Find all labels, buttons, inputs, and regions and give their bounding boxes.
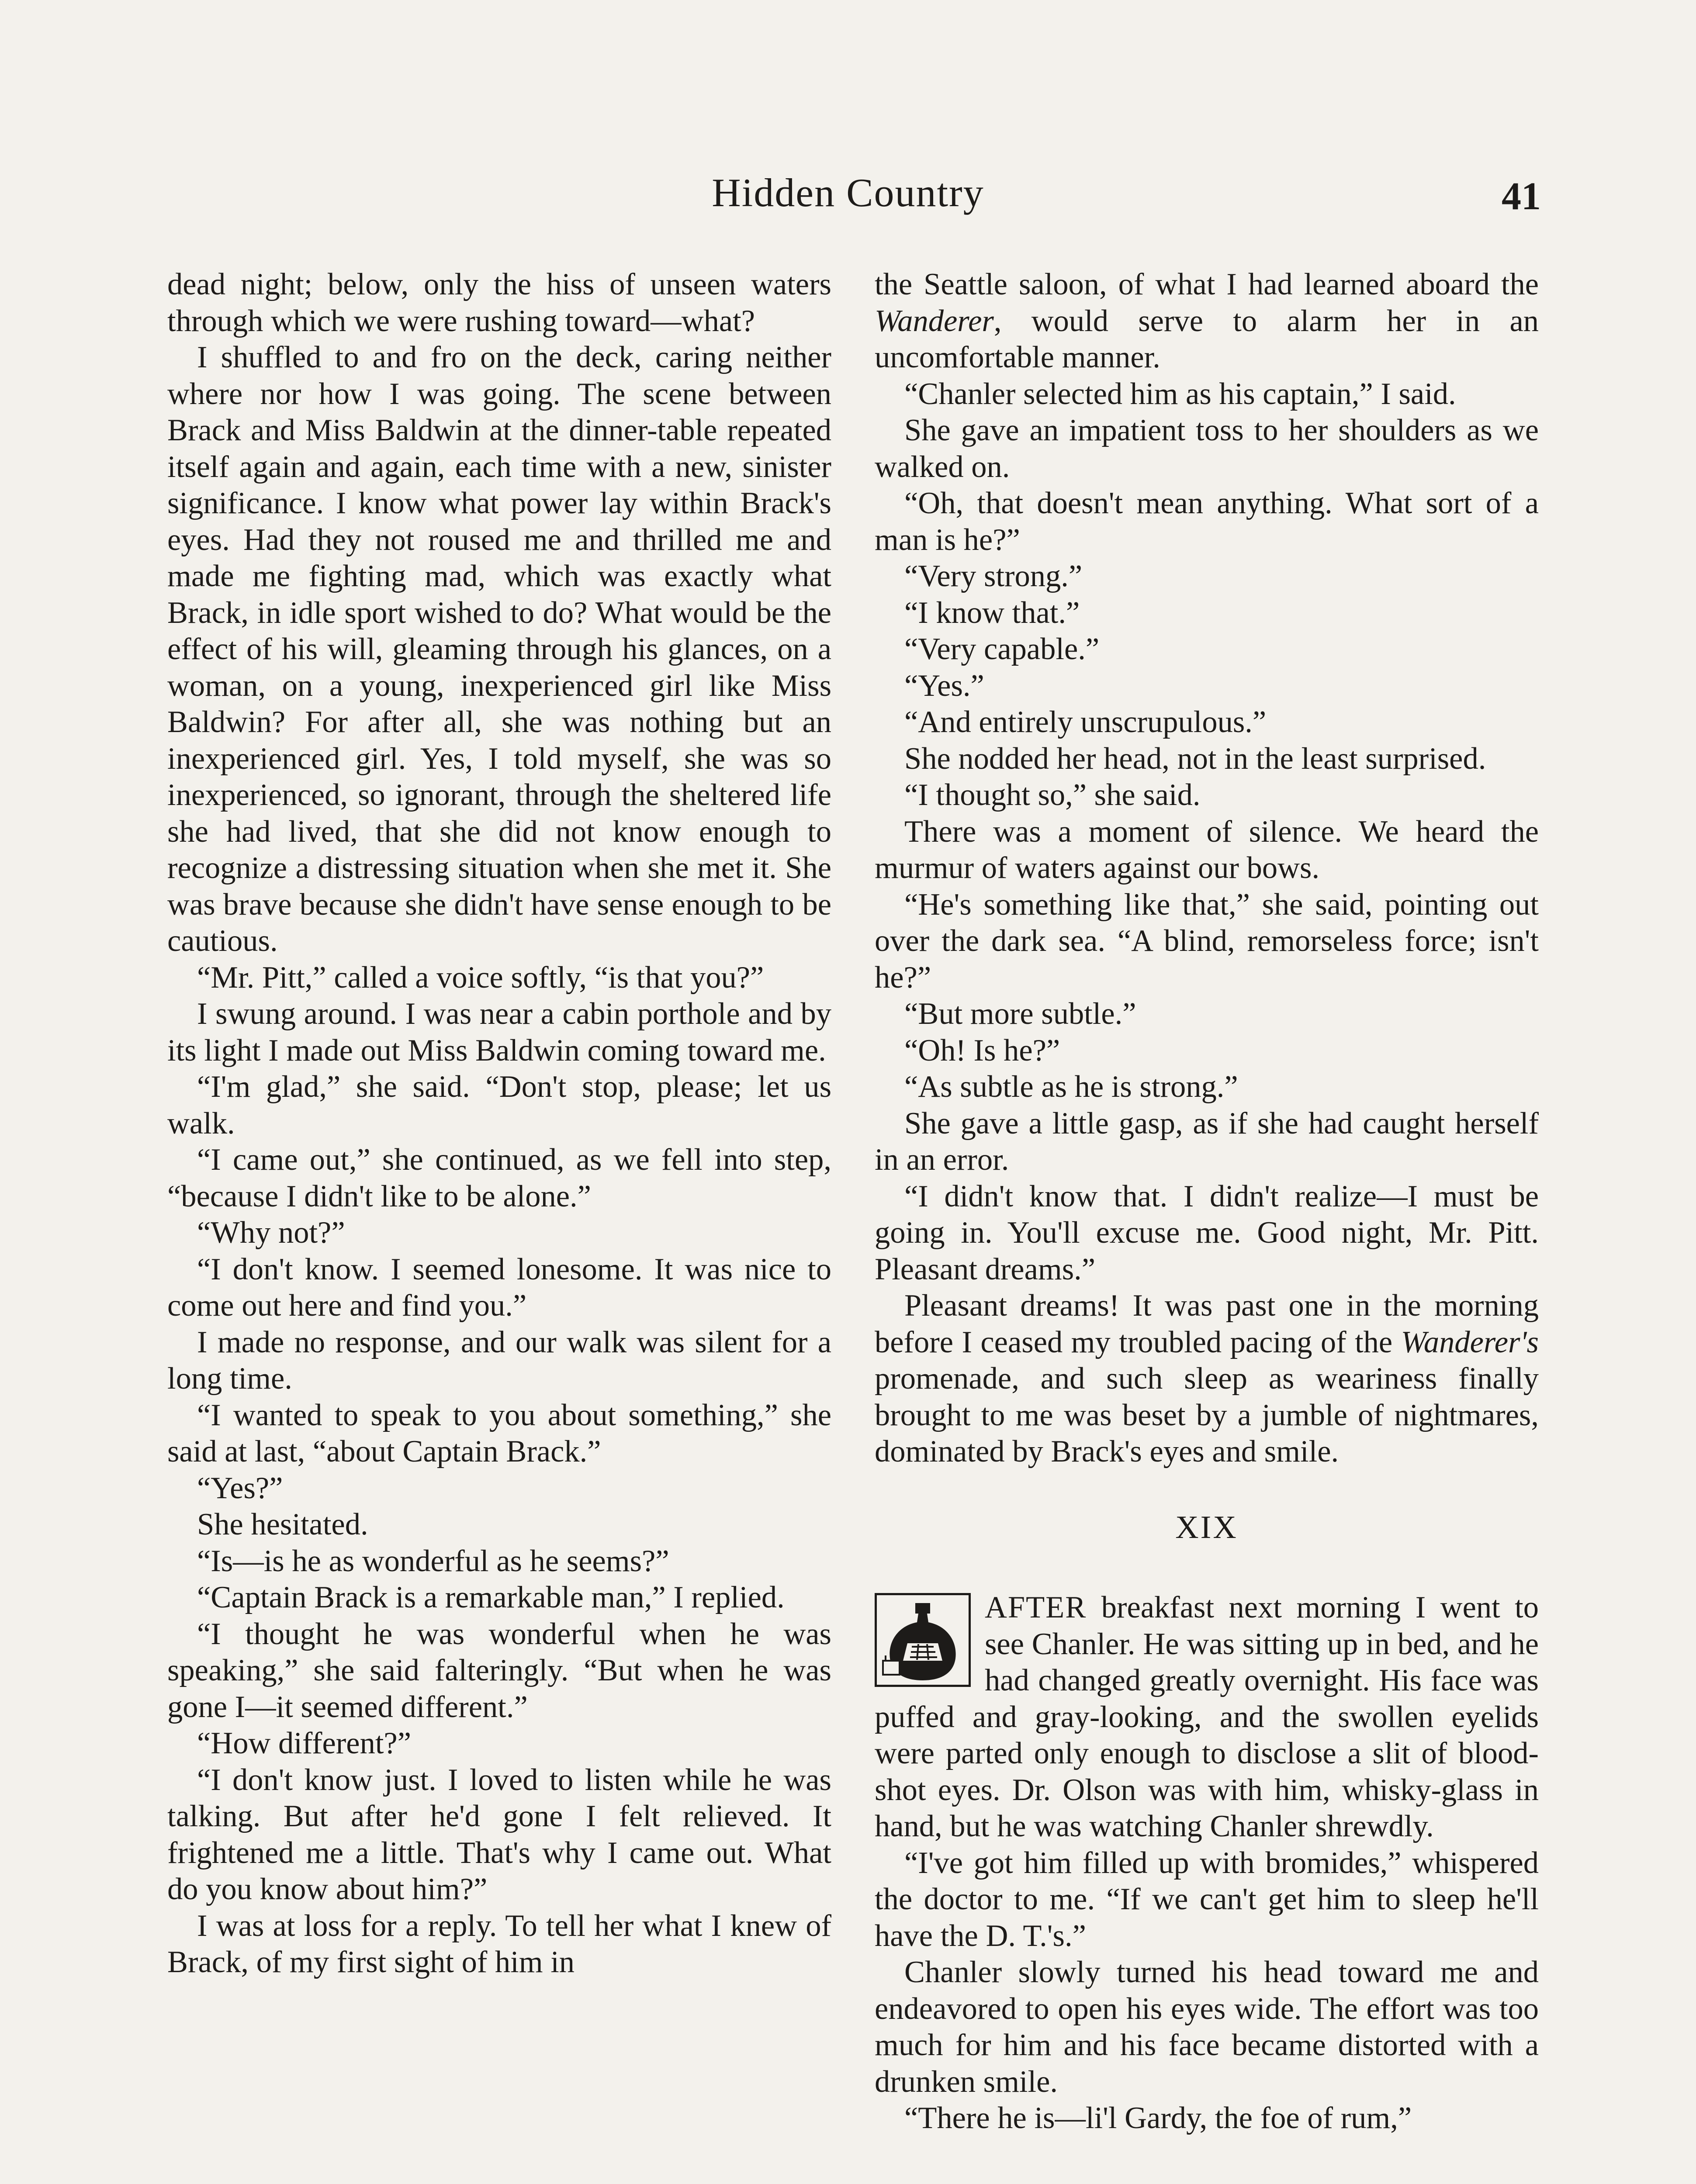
paragraph-text: Chanler slowly turned his head toward me and endeavored to open his eyes wide. The effort was too much for him and his face became distorted with a drunken smile.: [875, 1955, 1539, 2099]
paragraph-text: “I wanted to speak to you about something,” she said at last, “about Captain Brack.”: [167, 1398, 831, 1469]
paragraph: [875, 1845, 1539, 1955]
paragraph: [875, 631, 1539, 668]
paragraph: [167, 960, 831, 996]
paragraph: [167, 1397, 831, 1470]
paragraph: [875, 1288, 1539, 1470]
paragraph-text: “Why not?”: [197, 1216, 345, 1250]
paragraph-text: “Chanler selected him as his captain,” I said.: [904, 377, 1456, 411]
paragraph: [875, 741, 1539, 778]
right-column-top-text: [875, 266, 1539, 1470]
right-column: [875, 266, 1539, 2137]
paragraph-text: dead night; below, only the hiss of unseen waters through which we were rushing toward—what?: [167, 267, 831, 338]
paragraph: [875, 2100, 1539, 2137]
paragraph-text: “I've got him filled up with bromides,” whispered the doctor to me. “If we can't get him to sleep he'll have the D. T.'s.”: [875, 1845, 1539, 1953]
paragraph: [875, 558, 1539, 595]
paragraph-text: “I don't know. I seemed lonesome. It was nice to come out here and find you.”: [167, 1252, 831, 1323]
paragraph-text: She gave an impatient toss to her shoulders as we walked on.: [875, 413, 1539, 484]
paragraph: [167, 996, 831, 1069]
paragraph-text: I made no response, and our walk was silent for a long time.: [167, 1325, 831, 1396]
paragraph: [875, 1069, 1539, 1106]
paragraph-text: She hesitated.: [197, 1507, 368, 1541]
italic-ship-name: Wanderer's: [1401, 1325, 1539, 1359]
paragraph-text: Pleasant dreams! It was past one in the morning before I ceased my troubled pacing of the: [875, 1289, 1539, 1359]
paragraph: [167, 1616, 831, 1726]
paragraph: [875, 704, 1539, 741]
paragraph-text: “As subtle as he is strong.”: [904, 1070, 1238, 1104]
paragraph: [875, 1178, 1539, 1288]
chapter-opening: [875, 1590, 1539, 1845]
paragraph-text: “Yes.”: [904, 668, 984, 703]
ornamental-initial-icon: [875, 1593, 971, 1687]
right-column-bottom-text: [875, 1845, 1539, 2137]
paragraph: [167, 1725, 831, 1762]
chapter-heading: XIX: [1175, 1509, 1238, 1545]
paragraph-text: “And entirely unscrupulous.”: [904, 705, 1267, 739]
paragraph: [167, 1507, 831, 1543]
paragraph-text: “I know that.”: [904, 595, 1080, 630]
page-number: 41: [1502, 175, 1541, 218]
paragraph-text: “Yes?”: [197, 1471, 283, 1505]
paragraph: [167, 1470, 831, 1507]
paragraph-text: “But more subtle.”: [904, 997, 1136, 1031]
paragraph: [167, 1762, 831, 1908]
paragraph: [875, 1954, 1539, 2100]
paragraph-text: I swung around. I was near a cabin porthole and by its light I made out Miss Baldwin coming toward me.: [167, 997, 831, 1068]
italic-ship-name: Wanderer: [875, 304, 994, 338]
paragraph: [167, 339, 831, 960]
paragraph-text: “Very strong.”: [904, 559, 1083, 593]
paragraph-text: the Seattle saloon, of what I had learned aboard the: [875, 267, 1539, 301]
paragraph-text: “Very capable.”: [904, 632, 1100, 666]
paragraph-text: “Oh! Is he?”: [904, 1033, 1060, 1068]
paragraph-text: “How different?”: [197, 1726, 411, 1760]
paragraph: [875, 595, 1539, 632]
paragraph-text: “I'm glad,” she said. “Don't stop, please; let us walk.: [167, 1070, 831, 1140]
paragraph-text: , would serve to alarm her in an uncomfortable manner.: [875, 304, 1539, 374]
paragraph: [167, 1215, 831, 1251]
paragraph: [875, 1106, 1539, 1178]
paragraph-text: “I didn't know that. I didn't realize—I must be going in. You'll excuse me. Good night, Mr. Pitt. Pleasant dreams.”: [875, 1179, 1539, 1286]
paragraph-text: “Captain Brack is a remarkable man,” I replied.: [197, 1580, 785, 1614]
paragraph: [875, 814, 1539, 887]
paragraph: [875, 266, 1539, 376]
paragraph: [167, 1543, 831, 1580]
paragraph: [167, 1579, 831, 1616]
paragraph: [167, 1069, 831, 1142]
paragraph: [875, 996, 1539, 1033]
chapter-first-paragraph-text: breakfast next morning I went to see Chanler. He was sitting up in bed, and he had changed greatly overnight. His face was puffed and gray-looking, and the swollen eyelids were parted only enough to disclose a slit of blood-shot eyes. Dr. Olson was with him, whisky-glass in hand, but he was watching Chanler shrewdly.: [875, 1590, 1539, 1843]
paragraph-text: “Is—is he as wonderful as he seems?”: [197, 1544, 669, 1578]
paragraph-text: “I don't know just. I loved to listen while he was talking. But after he'd gone I felt relieved. It frightened me a little. That's why I came out. What do you know about him?”: [167, 1762, 831, 1906]
paragraph-text: “I thought so,” she said.: [904, 778, 1201, 812]
paragraph: [167, 1908, 831, 1981]
chapter-lead-word: AFTER: [985, 1590, 1087, 1624]
paragraph: [875, 412, 1539, 485]
paragraph-text: “I came out,” she continued, as we fell into step, “because I didn't like to be alone.”: [167, 1143, 831, 1213]
paragraph: [167, 266, 831, 339]
paragraph-text: “I thought he was wonderful when he was speaking,” she said falteringly. “But when he was gone I—it seemed different.”: [167, 1617, 831, 1724]
paragraph-text: “He's something like that,” she said, pointing out over the dark sea. “A blind, remorseless force; isn't he?”: [875, 887, 1539, 995]
paragraph-text: She gave a little gasp, as if she had caught herself in an error.: [875, 1106, 1539, 1177]
paragraph-text: “There he is—li'l Gardy, the foe of rum,”: [904, 2101, 1412, 2135]
paragraph: [875, 887, 1539, 996]
chapter-first-paragraph: [875, 1590, 1539, 1845]
paragraph: [875, 376, 1539, 413]
paragraph-text: She nodded her head, not in the least surprised.: [904, 741, 1486, 776]
paragraph: [875, 1033, 1539, 1069]
paragraph-text: “Mr. Pitt,” called a voice softly, “is that you?”: [197, 960, 764, 995]
left-column: [167, 266, 831, 1981]
paragraph-text: promenade, and such sleep as weariness finally brought to me was beset by a jumble of nightmares, dominated by Brack's eyes and smile.: [875, 1362, 1539, 1469]
running-head: [0, 169, 1696, 231]
running-title: Hidden Country: [712, 170, 984, 215]
paragraph: [167, 1324, 831, 1397]
paragraph-text: I was at loss for a reply. To tell her what I knew of Brack, of my first sight of him in: [167, 1908, 831, 1979]
paragraph: [875, 777, 1539, 814]
paragraph: [167, 1142, 831, 1215]
paragraph: [875, 668, 1539, 705]
paragraph: [167, 1251, 831, 1324]
paragraph-text: “Oh, that doesn't mean anything. What sort of a man is he?”: [875, 486, 1539, 557]
paragraph-text: I shuffled to and fro on the deck, caring neither where nor how I was going. The scene between Brack and Miss Baldwin at the dinner-table repeated itself again and again, each time with a new, sinister significance. I know what power lay within Brack's eyes. Had they not roused me and thrilled me and made me fighting mad, which was exactly what Brack, in idle sport wished to do? What would be the effect of his will, gleaming through his glances, on a woman, on a young, inexperienced girl like Miss Baldwin? For after all, she was nothing but an inexperienced girl. Yes, I told myself, she was so inexperienced, so ignorant, through the sheltered life she had lived, that she did not know enough to recognize a distressing situation when she met it. She was brave because she didn't have sense enough to be cautious.: [167, 340, 831, 958]
paragraph: [875, 485, 1539, 558]
paragraph-text: There was a moment of silence. We heard the murmur of waters against our bows.: [875, 814, 1539, 885]
